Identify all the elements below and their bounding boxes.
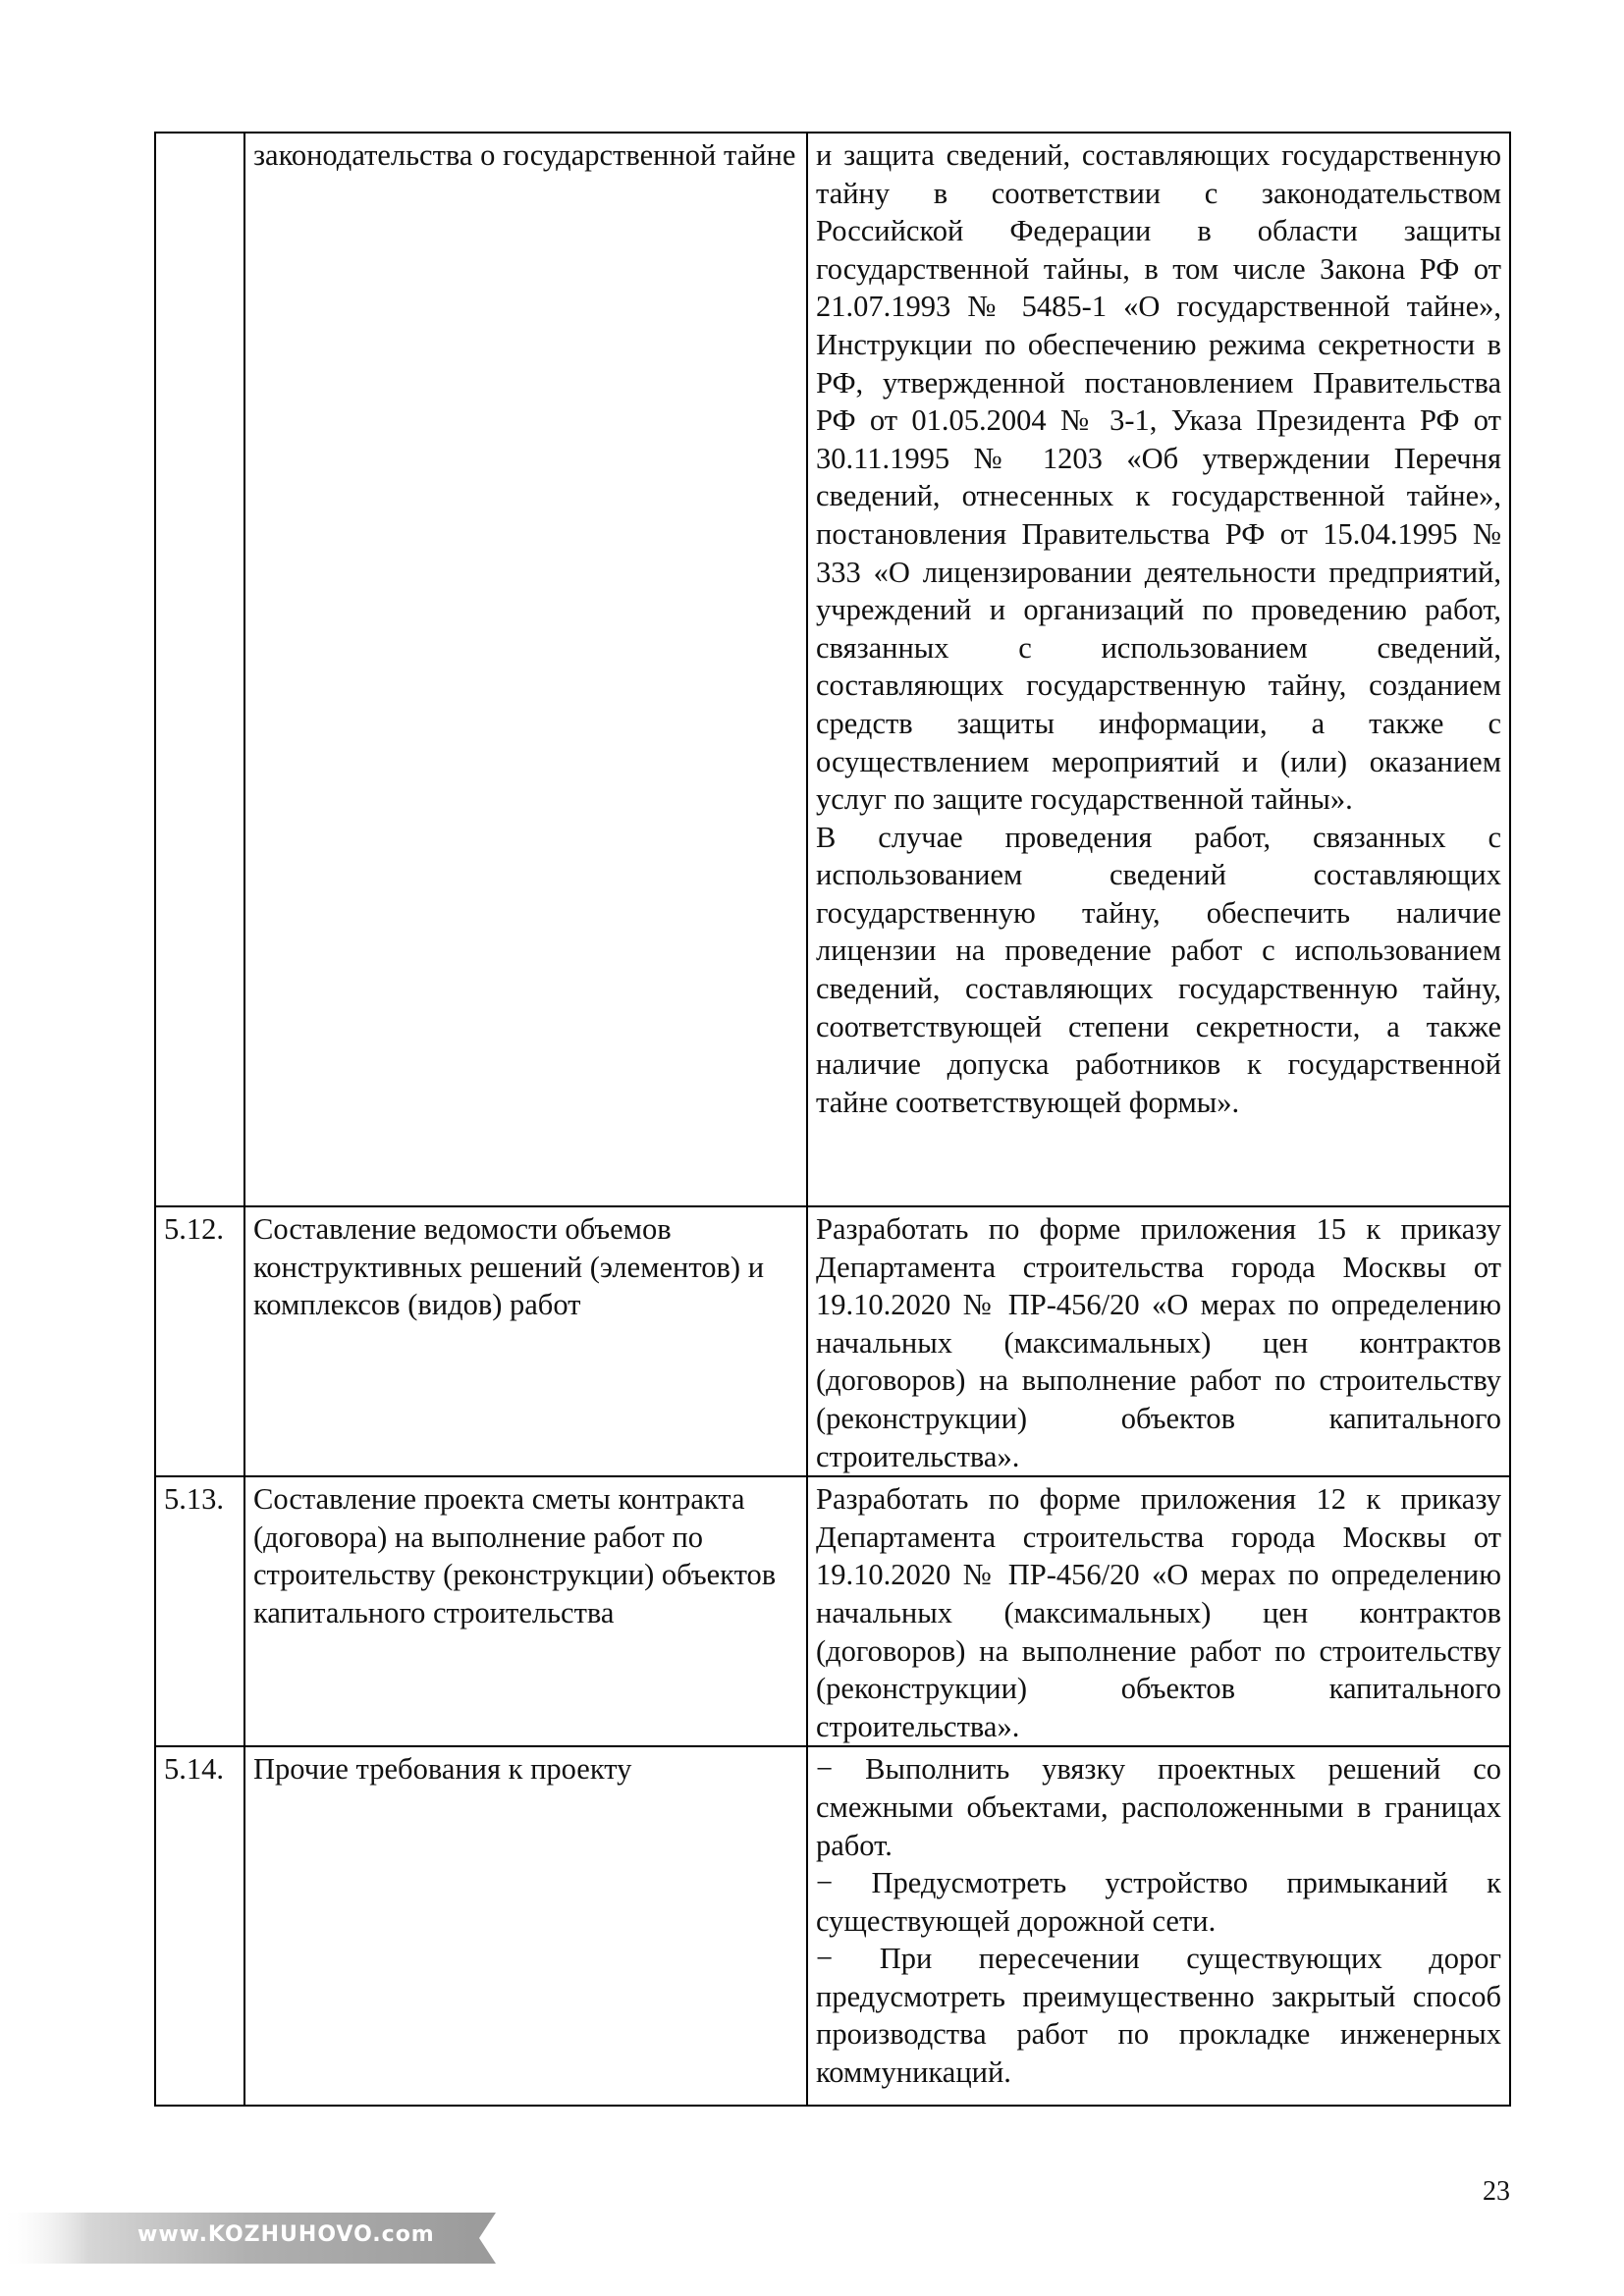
row-number-cell (155, 133, 244, 1206)
row-requirements-cell (807, 1476, 1510, 1746)
row-name-cell: законодательства о государственной тайне (244, 133, 807, 1206)
row-requirements-cell (807, 1746, 1510, 2106)
requirement-paragraph: В случае проведения работ, связанных с использованием сведений составляющих государственную тайну, обеспечить наличие лицензии на проведение работ с использованием сведений, составляющих государственную тайну, соответствующей степени секретности, а также наличие допуска работников к государственной тайне соответствующей формы». (816, 820, 1501, 1119)
table-row (155, 1206, 1510, 1476)
row-number-cell: 5.14. (155, 1746, 244, 2106)
row-number-cell: 5.12. (155, 1206, 244, 1476)
requirement-paragraph: и защита сведений, составляющих государственную тайну в соответствии с законодательством Российской Федерации в области защиты государственной тайны, в том числе Закона РФ от 21.07.1993 № 5485-1 «О государственной тайне», Инструкции по обеспечению режима секретности в РФ, утвержденной постановлением Правительства РФ от 01.05.2004 № 3-1, Указа Президента РФ от 30.11.1995 № 1203 «Об утверждении Перечня сведений, отнесенных к государственной тайне», постановления Правительства РФ от 15.04.1995 № 333 «О лицензировании деятельности предприятий, учреждений и организаций по проведению работ, связанных с использованием сведений, составляющих государственную тайну, созданием средств защиты информации, а также с осуществлением мероприятий и (или) оказанием услуг по защите государственной тайны». (816, 138, 1501, 817)
watermark-banner (0, 2213, 501, 2264)
row-requirements-cell (807, 133, 1510, 1206)
row-name-cell: Прочие требования к проекту (244, 1746, 807, 2106)
requirement-paragraph: Разработать по форме приложения 15 к приказу Департамента строительства города Москвы от 19.10.2020 № ПР-456/20 «О мерах по определению начальных (максимальных) цен контрактов (договоров) на выполнение работ по строительству (реконструкции) объектов капитального строительства». (816, 1212, 1501, 1473)
row-name-cell: Составление ведомости объемов конструктивных решений (элементов) и комплексов (видов) работ (244, 1206, 807, 1476)
requirement-paragraph: − Выполнить увязку проектных решений со смежными объектами, расположенными в границах работ. (816, 1752, 1501, 1862)
requirements-table (154, 132, 1511, 2107)
table-row (155, 1746, 1510, 2106)
requirement-paragraph: Разработать по форме приложения 12 к приказу Департамента строительства города Москвы от 19.10.2020 № ПР-456/20 «О мерах по определению начальных (максимальных) цен контрактов (договоров) на выполнение работ по строительству (реконструкции) объектов капитального строительства». (816, 1482, 1501, 1743)
row-name-cell: Составление проекта сметы контракта (договора) на выполнение работ по строительству (реконструкции) объектов капитального строительства (244, 1476, 807, 1746)
page-number: 23 (1483, 2176, 1510, 2207)
row-requirements-cell (807, 1206, 1510, 1476)
table-row (155, 133, 1510, 1206)
watermark-text: www.KOZHUHOVO.com (137, 2222, 435, 2247)
table-row (155, 1476, 1510, 1746)
row-number-cell: 5.13. (155, 1476, 244, 1746)
requirement-paragraph: − Предусмотреть устройство примыканий к существующей дорожной сети. (816, 1866, 1501, 1938)
requirement-paragraph: − При пересечении существующих дорог предусмотреть преимущественно закрытый способ производства работ по прокладке инженерных коммуникаций. (816, 1942, 1501, 2090)
